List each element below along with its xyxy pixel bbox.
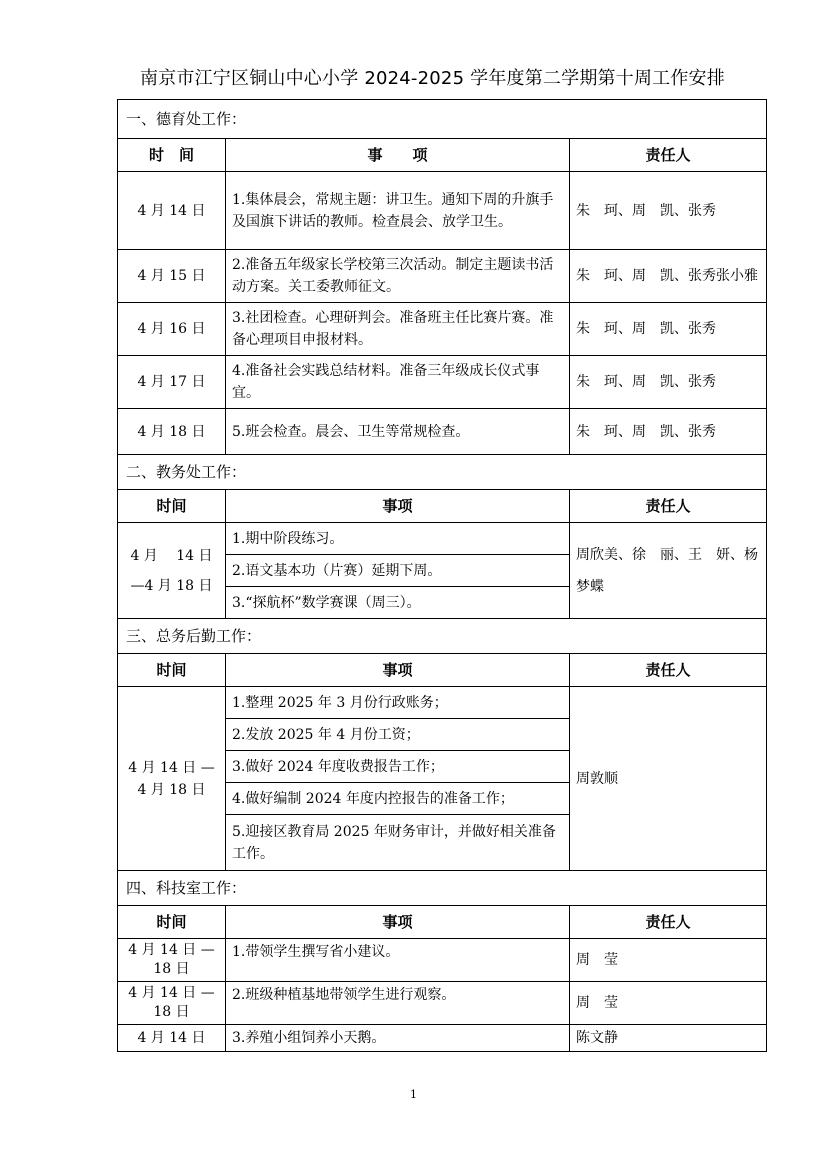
col-header-person: 责任人 [570, 654, 767, 687]
row-item: 2.班级种植基地带领学生进行观察。 [226, 982, 570, 1025]
col-header-time: 时间 [118, 490, 226, 523]
row-item: 4.准备社会实践总结材料。准备三年级成长仪式事宜。 [226, 356, 570, 409]
row-person: 陈文静 [570, 1025, 767, 1052]
col-header-time: 时 间 [118, 139, 226, 172]
row-person: 周 莹 [570, 939, 767, 982]
row-item: 3.社团检查。心理研判会。准备班主任比赛片赛。准备心理项目申报材料。 [226, 303, 570, 356]
row-person: 周欣美、徐 丽、王 妍、杨梦蝶 [570, 523, 767, 619]
row-item: 3.“探航杯”数学赛课（周三）。 [226, 587, 570, 619]
col-header-item: 事项 [226, 906, 570, 939]
section-heading-moral: 一、德育处工作： [118, 100, 767, 139]
row-item: 3.养殖小组饲养小天鹅。 [226, 1025, 570, 1052]
table-row [118, 356, 767, 409]
schedule-table [117, 99, 767, 1052]
table-row [118, 303, 767, 356]
row-time: 4 月 16 日 [118, 303, 226, 356]
col-header-person: 责任人 [570, 139, 767, 172]
row-person: 周 莹 [570, 982, 767, 1025]
section-heading-science: 四、科技室工作： [118, 871, 767, 906]
row-person: 朱 珂、周 凯、张秀 [570, 409, 767, 455]
row-item: 1.期中阶段练习。 [226, 523, 570, 555]
col-header-item: 事项 [226, 654, 570, 687]
table-row [118, 250, 767, 303]
page-number: 1 [410, 1088, 417, 1101]
row-item: 5.迎接区教育局 2025 年财务审计，并做好相关准备工作。 [226, 815, 570, 871]
col-header-time: 时间 [118, 906, 226, 939]
col-header-time: 时间 [118, 654, 226, 687]
table-row [118, 1025, 767, 1052]
col-header-person: 责任人 [570, 906, 767, 939]
col-header-item: 事项 [226, 490, 570, 523]
section-heading-academic: 二、教务处工作： [118, 455, 767, 490]
row-item: 3.做好 2024 年度收费报告工作； [226, 751, 570, 783]
row-item: 2.发放 2025 年 4 月份工资； [226, 719, 570, 751]
row-time: 4 月 18 日 [118, 409, 226, 455]
table-row [118, 939, 767, 982]
row-time: 4 月 15 日 [118, 250, 226, 303]
row-time: 4 月 17 日 [118, 356, 226, 409]
row-person: 朱 珂、周 凯、张秀 [570, 356, 767, 409]
row-item: 4.做好编制 2024 年度内控报告的准备工作； [226, 783, 570, 815]
row-time: 4 月 14 日 —4 月 18 日 [118, 523, 226, 619]
table-row [118, 687, 767, 719]
row-item: 2.语文基本功（片赛）延期下周。 [226, 555, 570, 587]
row-time: 4 月 14 日 —4 月 18 日 [118, 687, 226, 871]
table-row [118, 172, 767, 250]
row-item: 5.班会检查。晨会、卫生等常规检查。 [226, 409, 570, 455]
row-time: 4 月 14 日 [118, 1025, 226, 1052]
table-row [118, 523, 767, 555]
section-heading-logistics: 三、总务后勤工作： [118, 619, 767, 654]
table-row [118, 982, 767, 1025]
row-person: 朱 珂、周 凯、张秀 [570, 303, 767, 356]
row-person: 朱 珂、周 凯、张秀张小雅 [570, 250, 767, 303]
row-item: 1.集体晨会，常规主题：讲卫生。通知下周的升旗手及国旗下讲话的教师。检查晨会、放学卫生。 [226, 172, 570, 250]
page-title: 南京市江宁区铜山中心小学 2024-2025 学年度第二学期第十周工作安排 [140, 68, 725, 89]
table-row [118, 409, 767, 455]
row-person: 周敦顺 [570, 687, 767, 871]
row-item: 2.准备五年级家长学校第三次活动。制定主题读书活动方案。关工委教师征文。 [226, 250, 570, 303]
row-time: 4 月 14 日 [118, 172, 226, 250]
row-item: 1.整理 2025 年 3 月份行政账务； [226, 687, 570, 719]
row-time: 4 月 14 日 —18 日 [118, 939, 226, 982]
row-item: 1.带领学生撰写省小建议。 [226, 939, 570, 982]
col-header-item: 事 项 [226, 139, 570, 172]
row-time: 4 月 14 日 —18 日 [118, 982, 226, 1025]
col-header-person: 责任人 [570, 490, 767, 523]
row-person: 朱 珂、周 凯、张秀 [570, 172, 767, 250]
